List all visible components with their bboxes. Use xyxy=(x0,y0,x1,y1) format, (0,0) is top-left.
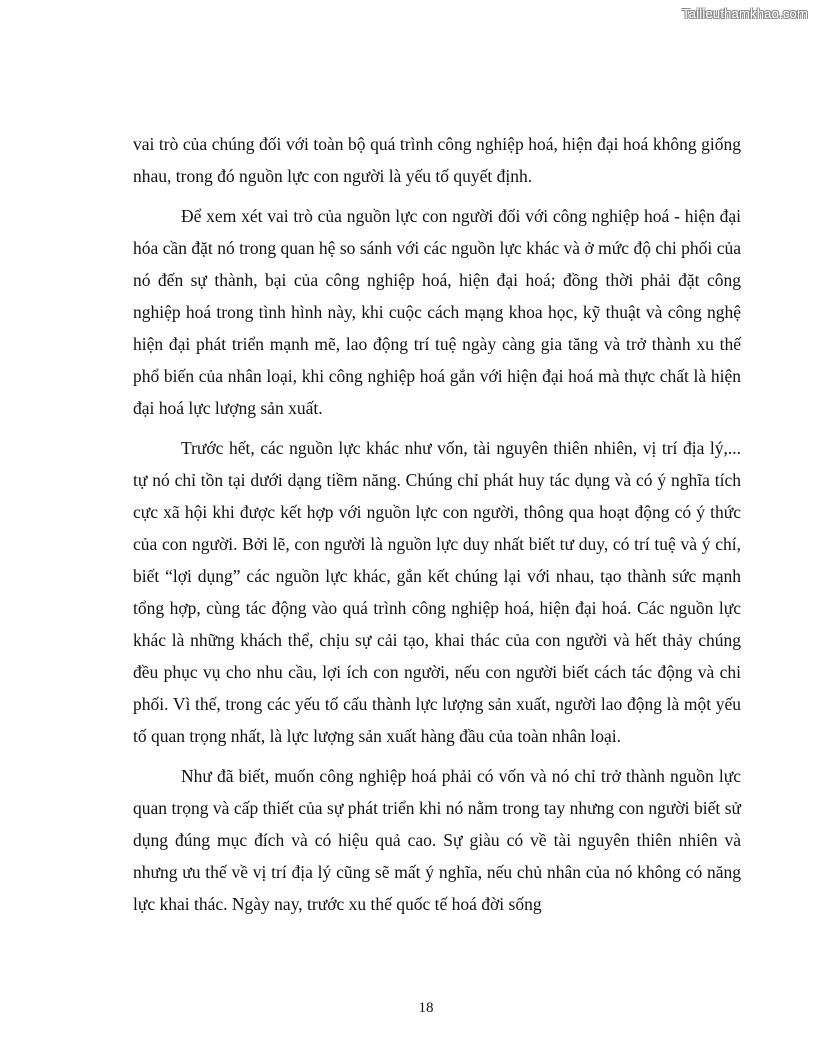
watermark-text: Tailieuthamkhao.com xyxy=(682,6,808,21)
paragraph-1: vai trò của chúng đối với toàn bộ quá trình công nghiệp hoá, hiện đại hoá không giống nhau, trong đó nguồn lực con người là yếu tố quyết định. xyxy=(133,134,741,186)
page-number: 18 xyxy=(418,1000,434,1016)
paragraph-2: Để xem xét vai trò của nguồn lực con người đối với công nghiệp hoá - hiện đại hóa cần đặt nó trong quan hệ so sánh với các nguồn lực khác và ở mức độ chi phối của nó đến sự thành, bại của công nghiệp hoá, hiện đại hoá; đồng thời phải đặt công nghiệp hoá trong tình hình này, khi cuộc cách mạng khoa học, kỹ thuật và công nghệ hiện đại phát triển mạnh mẽ, lao động trí tuệ ngày càng gia tăng và trở thành xu thế phổ biến của nhân loại, khi công nghiệp hoá gắn với hiện đại hoá mà thực chất là hiện đại hoá lực lượng sản xuất. xyxy=(133,206,741,418)
document-body xyxy=(133,128,741,928)
paragraph-4: Như đã biết, muốn công nghiệp hoá phải có vốn và nó chỉ trở thành nguồn lực quan trọng và cấp thiết của sự phát triển khi nó nằm trong tay nhưng con người biết sử dụng đúng mục đích và có hiệu quả cao. Sự giàu có về tài nguyên thiên nhiên và nhưng ưu thế về vị trí địa lý cũng sẽ mất ý nghĩa, nếu chủ nhân của nó không có năng lực khai thác. Ngày nay, trước xu thế quốc tế hoá đời sống xyxy=(133,766,741,914)
paragraph-3: Trước hết, các nguồn lực khác như vốn, tài nguyên thiên nhiên, vị trí địa lý,... tự nó chỉ tồn tại dưới dạng tiềm năng. Chúng chỉ phát huy tác dụng và có ý nghĩa tích cực xã hội khi được kết hợp với nguồn lực con người, thông qua hoạt động có ý thức của con người. Bởi lẽ, con người là nguồn lực duy nhất biết tư duy, có trí tuệ và ý chí, biết “lợi dụng” các nguồn lực khác, gắn kết chúng lại với nhau, tạo thành sức mạnh tổng hợp, cùng tác động vào quá trình công nghiệp hoá, hiện đại hoá. Các nguồn lực khác là những khách thể, chịu sự cải tạo, khai thác của con người và hết thảy chúng đều phục vụ cho nhu cầu, lợi ích con người, nếu con người biết cách tác động và chi phối. Vì thế, trong các yếu tố cấu thành lực lượng sản xuất, người lao động là một yếu tố quan trọng nhất, là lực lượng sản xuất hàng đầu của toàn nhân loại. xyxy=(133,438,741,746)
